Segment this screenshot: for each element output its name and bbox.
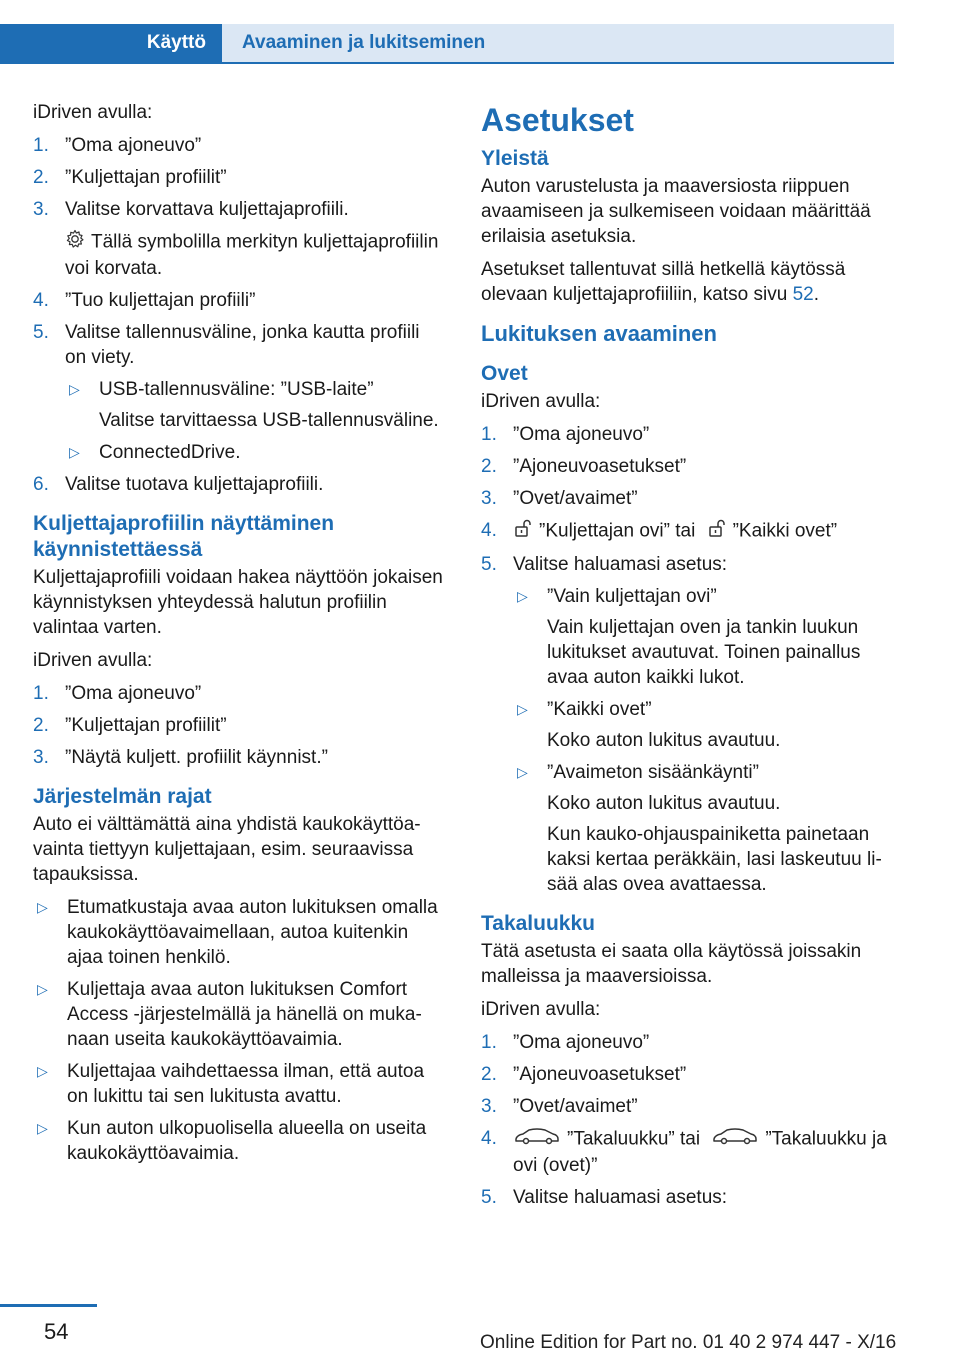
list-item: 2. ”Ajoneuvoasetukset”: [481, 456, 687, 477]
page-header: [0, 0, 960, 66]
unlocked-padlock-icon: [707, 518, 727, 545]
list-item: 3. ”Ovet/avaimet”: [481, 1096, 638, 1117]
unlocked-padlock-icon: [513, 518, 533, 545]
car-rear-icon: [513, 1126, 561, 1153]
list-item: ▷ Kuljettaja avaa auton lukituksen Comfort Access -järjestelmällä ja hänellä on mukanaan useita kaukokäyttöavaimia.: [33, 977, 445, 1052]
sub-list-item: ▷ ConnectedDrive.: [65, 440, 445, 465]
bullet-triangle-icon: ▷: [69, 381, 80, 397]
gear-icon: [65, 229, 85, 256]
footer-rule: [0, 1304, 97, 1307]
paragraph: Auto ei välttämättä aina yhdistä kaukokäyttöavainta tiettyyn kuljettajaan, esim. seuraavissa tapauksissa.: [33, 814, 421, 885]
list-item: 2. ”Kuljettajan profiilit”: [33, 167, 227, 188]
bullet-triangle-icon: ▷: [37, 899, 48, 915]
left-column: [33, 100, 445, 1173]
doors-steps-list: [481, 422, 896, 897]
list-item: 4. ”Takaluukku” tai ”Takaluukku ja ovi (ovet)”: [481, 1128, 887, 1176]
page-number: 54: [44, 1319, 69, 1344]
intro-text: iDriven avulla:: [33, 102, 153, 123]
sub-list: [513, 584, 896, 897]
subsection-heading: Takaluukku: [481, 912, 595, 935]
list-item: ▷ Kuljettajaa vaihdettaessa ilman, että autoa on lukittu tai sen lukitusta avattu.: [33, 1059, 445, 1109]
edition-text: Online Edition for Part no. 01 40 2 974 447 - X/16: [480, 1332, 897, 1353]
sub-list-item: ▷ ”Vain kuljettajan ovi” Vain kuljettajan oven ja tankin luukun lukitukset avautuvat. Toinen painallus avaa auton kaikki lukot.: [513, 584, 896, 690]
step-note: Tällä symbolilla merkityn kuljettajaprofiilin voi korvata.: [65, 229, 445, 281]
list-item: 5. Valitse haluamasi asetus:: [481, 554, 728, 575]
list-item: 4. ”Kuljettajan ovi” tai ”Kaikki ovet”: [481, 518, 896, 545]
bullet-triangle-icon: ▷: [37, 1120, 48, 1136]
page-link[interactable]: 52: [792, 284, 814, 305]
list-item: 3. ”Ovet/avaimet”: [481, 488, 638, 509]
section-heading: Järjestelmän rajat: [33, 785, 212, 808]
list-item: 5. Valitse haluamasi asetus:: [481, 1187, 728, 1208]
bullet-triangle-icon: ▷: [69, 444, 80, 460]
chapter-tab[interactable]: Käyttö: [0, 24, 222, 62]
section-heading: Kuljettajaprofiilin näyttäminen käynnistettäessä: [33, 512, 335, 561]
list-item: 2. ”Ajoneuvoasetukset”: [481, 1064, 687, 1085]
paragraph: iDriven avulla:: [481, 999, 601, 1020]
paragraph: Auton varustelusta ja maaversiosta riippuen avaamiseen ja sulkemiseen voidaan määrittää erilaisia asetuksia.: [481, 176, 871, 247]
paragraph: iDriven avulla:: [481, 391, 601, 412]
list-item: 1. ”Oma ajoneuvo”: [481, 424, 650, 445]
header-rule: [0, 62, 894, 64]
list-item: 2. ”Kuljettajan profiilit”: [33, 715, 227, 736]
subsection-heading: Ovet: [481, 362, 528, 385]
import-steps-list: [33, 133, 445, 497]
sub-list-item: ▷ ”Kaikki ovet” Koko auton lukitus avautuu.: [513, 697, 896, 753]
list-item: ▷ Etumatkustaja avaa auton lukituksen omalla kaukokäyttöavaimellaan, autoa kuitenkin ajaa toinen henkilö.: [33, 895, 445, 970]
section-tab[interactable]: Avaaminen ja lukitseminen: [222, 24, 894, 62]
list-item: 6. Valitse tuotava kuljettajaprofiili.: [33, 474, 324, 495]
section-heading: Yleistä: [481, 147, 549, 170]
limits-list: [33, 895, 445, 1166]
bullet-triangle-icon: ▷: [517, 588, 528, 604]
paragraph: Asetukset tallentuvat sillä hetkellä käytössä olevaan kuljettajaprofiiliin, katso sivu 52.: [481, 259, 846, 305]
bullet-triangle-icon: ▷: [517, 764, 528, 780]
list-item: 1. ”Oma ajoneuvo”: [481, 1032, 650, 1053]
list-item: 3. Valitse korvattava kuljettajaprofiili.: [33, 199, 349, 220]
sub-list-item: ▷ USB-tallennusväline: ”USB-laite” Valitse tarvittaessa USB-tallennusväline.: [65, 377, 445, 433]
paragraph: iDriven avulla:: [33, 650, 153, 671]
list-item: 3. ”Näytä kuljett. profiilit käynnist.”: [33, 747, 328, 768]
section-heading: Lukituksen avaaminen: [481, 321, 717, 346]
list-item: 1. ”Oma ajoneuvo”: [33, 683, 202, 704]
list-item: ▷ Kun auton ulkopuolisella alueella on useita kaukokäyttöavaimia.: [33, 1116, 445, 1166]
bullet-triangle-icon: ▷: [37, 981, 48, 997]
right-column: [481, 100, 896, 1217]
list-item: 1. ”Oma ajoneuvo”: [33, 135, 202, 156]
bullet-triangle-icon: ▷: [517, 701, 528, 717]
paragraph: Kuljettajaprofiili voidaan hakea näyttöön jokaisen käynnistyksen yhteydessä halutun profiilin valintaa varten.: [33, 567, 443, 638]
paragraph: Tätä asetusta ei saata olla käytössä joissakin malleissa ja maaversioissa.: [481, 941, 862, 987]
list-item: 5. Valitse tallennusväline, jonka kautta profiili on viety.: [33, 322, 420, 368]
bullet-triangle-icon: ▷: [37, 1063, 48, 1079]
list-item: 4. ”Tuo kuljettajan profiili”: [33, 290, 256, 311]
tailgate-steps-list: [481, 1030, 896, 1210]
car-rear-icon: [711, 1126, 759, 1153]
sub-list: [65, 377, 445, 465]
page-title: Asetukset: [481, 102, 634, 138]
display-steps-list: [33, 681, 445, 770]
sub-list-item: ▷ ”Avaimeton sisäänkäynti” Koko auton lukitus avautuu. Kun kauko-ohjauspainiketta painetaan kaksi kertaa peräkkäin, lasi laskeutuu lisää alas ovea avattaessa.: [513, 760, 896, 897]
